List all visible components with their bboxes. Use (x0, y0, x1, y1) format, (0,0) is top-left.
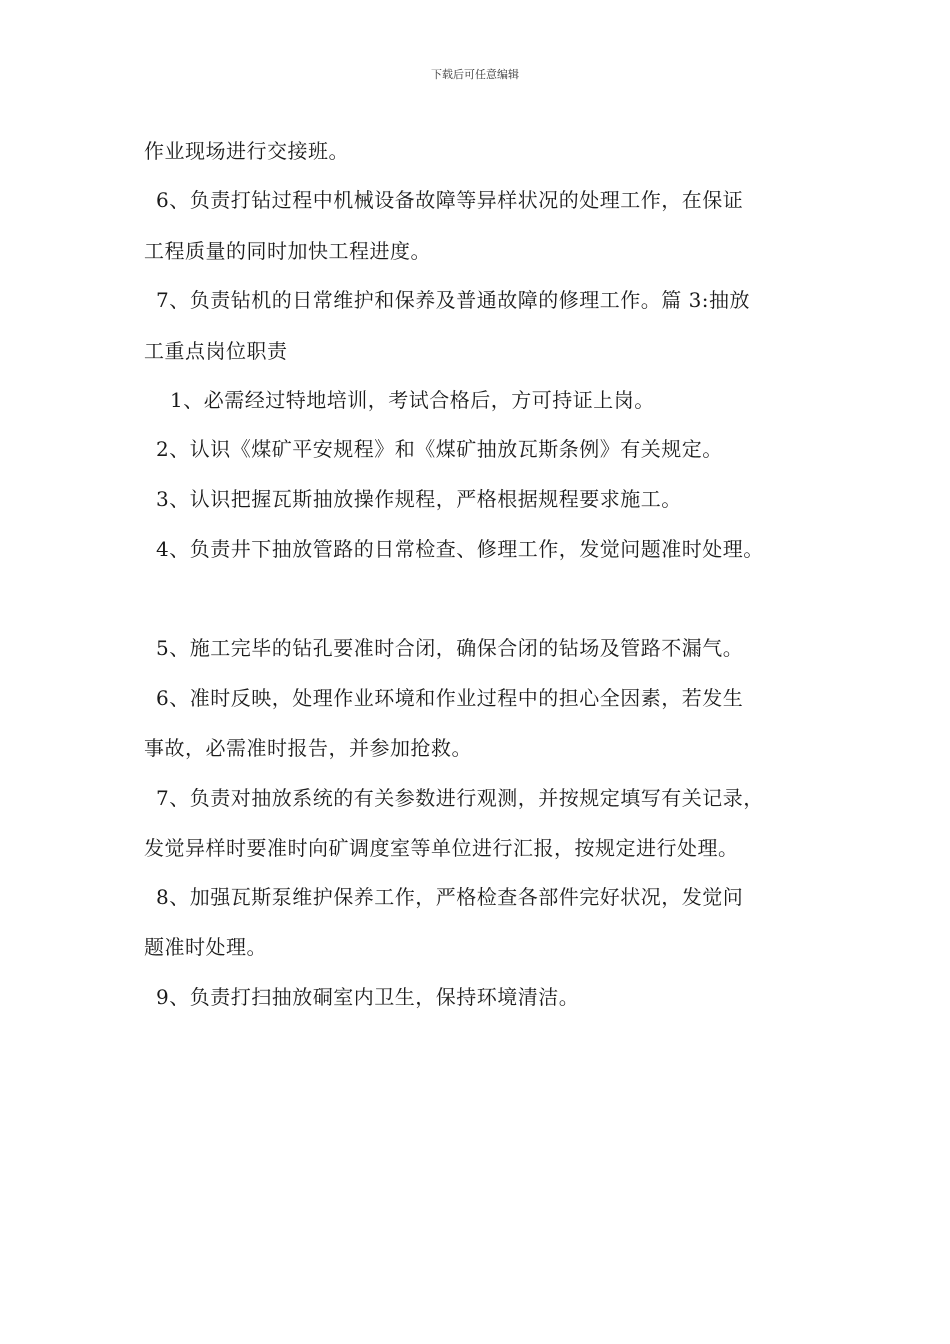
paragraph-line: 工程质量的同时加快工程进度。 (144, 239, 431, 263)
paragraph-line: 发觉异样时要准时向矿调度室等单位进行汇报，按规定进行处理。 (144, 836, 739, 860)
paragraph-line: 作业现场进行交接班。 (144, 139, 349, 163)
paragraph-line: 5、施工完毕的钻孔要准时合闭，确保合闭的钻场及管路不漏气。 (156, 636, 744, 660)
paragraph-line: 7、负责钻机的日常维护和保养及普通故障的修理工作。篇 3:抽放 (156, 288, 751, 312)
paragraph-line: 4、负责井下抽放管路的日常检查、修理工作，发觉问题准时处理。 (156, 537, 764, 561)
page-header: 下载后可任意编辑 (431, 68, 519, 81)
paragraph-line: 6、准时反映，处理作业环境和作业过程中的担心全因素，若发生 (156, 686, 744, 710)
paragraph-line: 工重点岗位职责 (144, 339, 288, 363)
paragraph-line: 事故，必需准时报告，并参加抢救。 (144, 736, 472, 760)
paragraph-line: 2、认识《煤矿平安规程》和《煤矿抽放瓦斯条例》有关规定。 (156, 437, 723, 461)
paragraph-line: 3、认识把握瓦斯抽放操作规程，严格根据规程要求施工。 (156, 487, 682, 511)
paragraph-line: 9、负责打扫抽放硐室内卫生，保持环境清洁。 (156, 985, 580, 1009)
paragraph-line: 1、必需经过特地培训，考试合格后，方可持证上岗。 (170, 388, 655, 412)
paragraph-line: 题准时处理。 (144, 935, 267, 959)
paragraph-line: 6、负责打钻过程中机械设备故障等异样状况的处理工作，在保证 (156, 188, 744, 212)
paragraph-line: 7、负责对抽放系统的有关参数进行观测，并按规定填写有关记录， (156, 786, 764, 810)
paragraph-line: 8、加强瓦斯泵维护保养工作，严格检查各部件完好状况，发觉问 (156, 885, 744, 909)
